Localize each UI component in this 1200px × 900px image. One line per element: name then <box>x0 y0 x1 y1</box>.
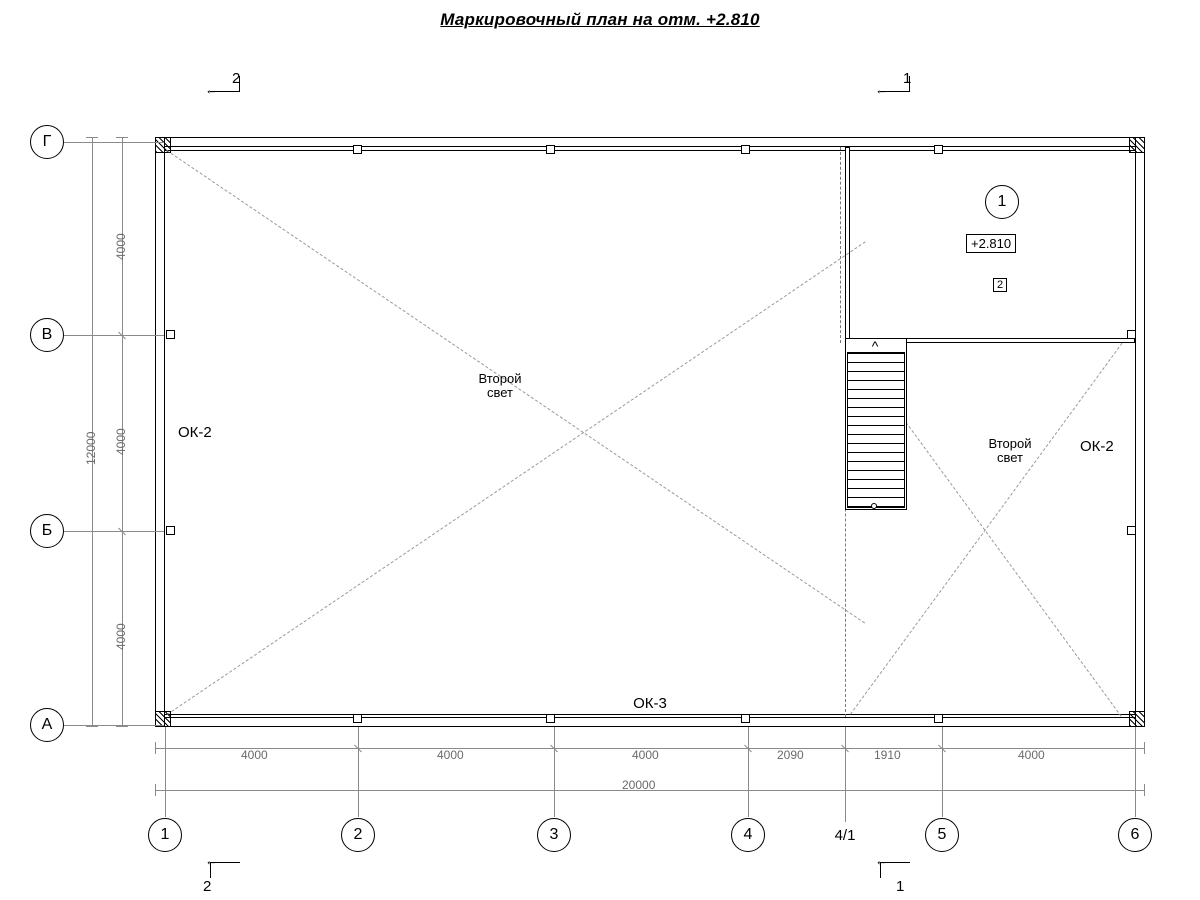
dim-chain-vertical-total-top-cap <box>86 137 98 138</box>
mullion-bottom-1 <box>353 714 362 723</box>
section-2-top-arrow-icon: ← <box>205 82 218 97</box>
axis-bubble-4: 4 <box>731 818 765 852</box>
mullion-bottom-3 <box>741 714 750 723</box>
axis-leader-b <box>64 531 164 532</box>
section-1-bottom-arrow-icon: ← <box>875 853 888 868</box>
axis-bubble-6: 6 <box>1118 818 1152 852</box>
dim-chain-vertical-total-bottom-cap <box>86 726 98 727</box>
wall-right-outer <box>1135 137 1145 727</box>
wall-bottom-inner-line <box>165 714 1135 715</box>
dim-label-horizontal-1: 4000 <box>241 748 268 762</box>
axis-bubble-3: 3 <box>537 818 571 852</box>
mullion-right-2 <box>1127 526 1136 535</box>
dim-label-horizontal-total: 20000 <box>622 778 656 792</box>
axis-bubble-1: 1 <box>148 818 182 852</box>
mullion-top-1 <box>353 145 362 154</box>
slab-edge-dotted-guide <box>840 147 841 343</box>
dim-label-vertical-2: 4000 <box>114 428 128 455</box>
dim-label-horizontal-3: 4000 <box>632 748 659 762</box>
dim-label-horizontal-4: 2090 <box>777 748 804 762</box>
axis-leader-3 <box>554 727 555 817</box>
column-corner-bottom-right <box>1129 711 1145 727</box>
axis-leader-2 <box>358 727 359 817</box>
axis-bubble-a: А <box>30 708 64 742</box>
mullion-left-2 <box>166 526 175 535</box>
room-label-right-line1: Второй <box>988 436 1032 451</box>
axis-leader-v <box>64 335 164 336</box>
axis-bubble-5: 5 <box>925 818 959 852</box>
axis-bubble-g: Г <box>30 125 64 159</box>
dim-chain-horizontal-inner-right-cap <box>1144 742 1145 754</box>
void-left-diagonal-b <box>167 241 866 714</box>
axis-leader-6 <box>1135 727 1136 817</box>
window-mark-ok2-right: ОК-2 <box>1080 438 1114 455</box>
room-label-left-line1: Второй <box>478 371 522 386</box>
node-callout-2: 2 <box>993 278 1007 292</box>
mullion-bottom-4 <box>934 714 943 723</box>
wall-top-inner-line <box>165 150 1135 151</box>
dim-label-horizontal-6: 4000 <box>1018 748 1045 762</box>
section-mark-2-top-label: 2 <box>232 70 241 87</box>
section-2-bottom-arrow-icon: ← <box>205 853 218 868</box>
mullion-left-1 <box>166 330 175 339</box>
window-mark-ok3-bottom: ОК-3 <box>633 695 667 712</box>
dim-label-vertical-1: 4000 <box>114 233 128 260</box>
slab-edge-vertical <box>845 147 850 343</box>
mullion-top-4 <box>934 145 943 154</box>
axis-leader-4 <box>748 727 749 817</box>
stair-flight-treads <box>847 352 905 508</box>
axis-leader-g <box>64 142 164 143</box>
axis-bubble-b: Б <box>30 514 64 548</box>
window-mark-ok2-left: ОК-2 <box>178 424 212 441</box>
axis-leader-1 <box>165 727 166 817</box>
wall-bottom-outer <box>155 717 1145 727</box>
section-mark-1-top-label: 1 <box>903 70 912 87</box>
page-title: Маркировочный план на отм. +2.810 <box>440 10 760 29</box>
section-1-top-arrow-icon: ← <box>875 82 888 97</box>
section-mark-1-bottom-label: 1 <box>896 878 905 895</box>
room-label-left-line2: свет <box>486 385 513 400</box>
room-label-right-line2: свет <box>996 450 1023 465</box>
axis-leader-a <box>64 725 164 726</box>
dim-chain-vertical-inner-top-cap <box>116 137 128 138</box>
axis-bubble-4-1: 4/1 <box>834 827 856 844</box>
stair-start-marker <box>871 503 877 509</box>
dim-label-horizontal-2: 4000 <box>437 748 464 762</box>
mullion-top-2 <box>546 145 555 154</box>
wall-left-outer <box>155 137 165 727</box>
node-callout-1: 1 <box>985 185 1019 219</box>
mullion-top-3 <box>741 145 750 154</box>
stair-direction-arrow: ^ <box>871 338 879 354</box>
dim-label-horizontal-5: 1910 <box>874 748 901 762</box>
axis-leader-4-1 <box>845 727 846 822</box>
dim-label-vertical-total: 12000 <box>84 431 98 465</box>
axis-bubble-v: В <box>30 318 64 352</box>
axis-bubble-2: 2 <box>341 818 375 852</box>
mullion-bottom-2 <box>546 714 555 723</box>
elevation-tag: +2.810 <box>966 234 1016 253</box>
dim-chain-horizontal-total-right-cap <box>1144 784 1145 796</box>
column-corner-top-right <box>1129 137 1145 153</box>
dim-chain-horizontal-inner-left-cap <box>155 742 156 754</box>
room-label-vtoroy-svet-left <box>455 372 545 400</box>
dim-label-vertical-3: 4000 <box>114 623 128 650</box>
axis-leader-5 <box>942 727 943 817</box>
wall-top-outer <box>155 137 1145 147</box>
dim-chain-horizontal-total-left-cap <box>155 784 156 796</box>
room-label-vtoroy-svet-right <box>965 437 1055 465</box>
section-mark-2-bottom-label: 2 <box>203 878 212 895</box>
dim-chain-vertical-inner-bottom-cap <box>116 726 128 727</box>
